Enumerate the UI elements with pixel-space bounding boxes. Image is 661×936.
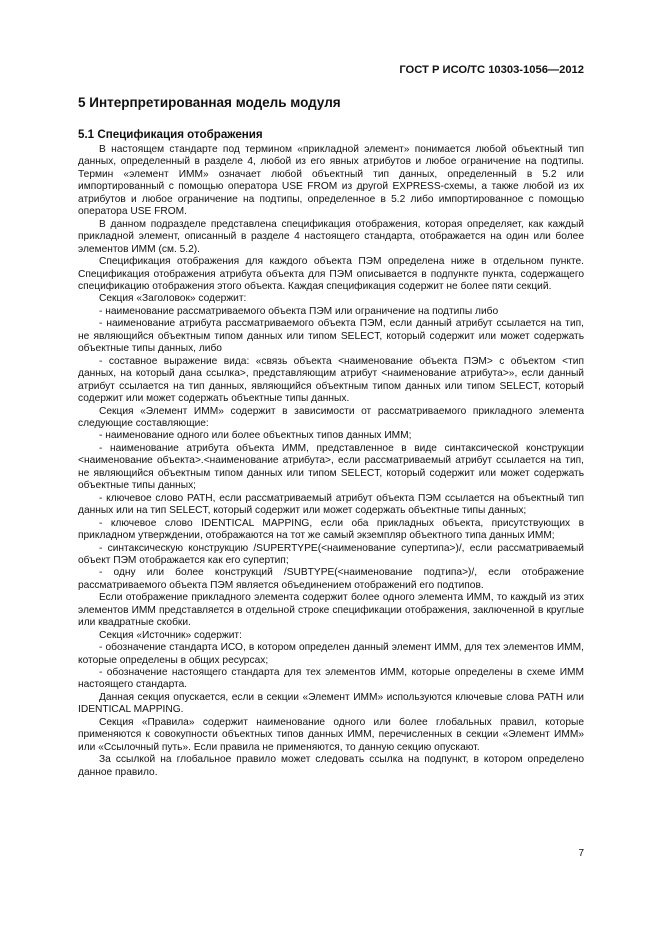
page-number: 7 (578, 848, 584, 859)
paragraph: Секция «Заголовок» содержит: (99, 293, 247, 305)
section-title: 5 Интерпретированная модель модуля (78, 95, 341, 110)
standard-designation: ГОСТ Р ИСО/ТС 10303-1056—2012 (399, 64, 584, 76)
subsection-title: 5.1 Спецификация отображения (78, 128, 263, 141)
list-item: - обозначение стандарта ИСО, в котором определен данный элемент ИММ, для тех элементов ИММ, которые определены в общих ресурсах; (78, 642, 584, 666)
list-item: - ключевое слово PATH, если рассматриваемый атрибут объекта ПЭМ ссылается на объектный тип данных или на тип SELECT, который содержит или может содержать объектные типы данных; (78, 492, 584, 517)
paragraph: В настоящем стандарте под термином «прикладной элемент» понимается любой объектный тип данных, определенный в разделе 4, любой из его явных атрибутов и любое ограничение на подтипы. Термин «элемент ИММ» означает любой объектный тип данных, определенный в 5.2 или импортированный с помощью оператора USE FROM из другой EXPRESS-схемы, а также любой из их атрибутов и любое ограничение на подтипы, определенное в 5.2 либо импортированное с помощью оператора USE FROM. (78, 144, 584, 218)
paragraph: Данная секция опускается, если в секции «Элемент ИММ» используются ключевые слова PATH или IDENTICAL MAPPING. (78, 691, 584, 716)
paragraph: В данном подразделе представлена спецификация отображения, которая определяет, как каждый прикладной элемент, описанный в разделе 4 настоящего стандарта, отображается на один или более элементов ИММ (см. 5.2). (78, 218, 584, 255)
paragraph: Спецификация отображения для каждого объекта ПЭМ определена ниже в отдельном пункте. Спецификация отображения атрибута объекта для ПЭМ описывается в подпункте пункта, содержащего спецификацию отображения этого объекта. Каждая спецификация содержит не более пяти секций. (78, 256, 584, 292)
paragraph: Секция «Элемент ИММ» содержит в зависимости от рассматриваемого прикладного элемента следующие составляющие: (78, 405, 584, 429)
list-item: - ключевое слово IDENTICAL MAPPING, если оба прикладных объекта, присутствующих в прикладном утверждении, отображаются на тот же самый экземпляр объектного типа данных ИММ; (78, 517, 584, 542)
paragraph: За ссылкой на глобальное правило может следовать ссылка на подпункт, в котором определено данное правило. (78, 754, 584, 778)
paragraph: Секция «Источник» содержит: (99, 629, 242, 641)
list-item: - одну или более конструкций /SUBTYPE(<наименование подтипа>)/, если отображение рассматриваемого объекта ПЭМ является объединением отображений его подтипов. (78, 567, 584, 591)
list-item: - наименование рассматриваемого объекта ПЭМ или ограничение на подтипы либо (99, 305, 499, 317)
list-item: - наименование атрибута рассматриваемого объекта ПЭМ, если данный атрибут ссылается на тип, не являющийся объектным типом данных или типом SELECT, который содержит или может содержать объектные типы данных, либо (78, 318, 584, 355)
list-item: - наименование атрибута объекта ИММ, представленное в виде синтаксической конструкции <наименование объекта>.<наименование атрибута>, если рассматриваемый атрибут ссылается на тип, не являющийся объектным типом данных или типом SELECT, который содержит или может содержать объектные типы данных; (78, 442, 584, 492)
list-item: - составное выражение вида: «связь объекта <наименование объекта ПЭМ> с объектом <тип данных, на который дана ссылка>, представляющим атрибут <наименование атрибута>», если данный атрибут ссылается на тип данных, являющийся объектным типом данных или типом SELECT, который содержит или может содержать объектные типы данных. (78, 355, 584, 405)
paragraph: Секция «Правила» содержит наименование одного или более глобальных правил, которые применяются к совокупности объектных типов данных ИММ, перечисленных в секции «Элемент ИММ» или «Ссылочный путь». Если правила не применяются, то данную секцию опускают. (78, 716, 584, 753)
body-text (78, 144, 584, 779)
paragraph: Если отображение прикладного элемента содержит более одного элемента ИММ, то каждый из этих элементов ИММ представляется в отдельной строке спецификации отображения, заключенной в круглые или квадратные скобки. (78, 592, 584, 629)
list-item: - наименование одного или более объектных типов данных ИММ; (99, 430, 412, 442)
list-item: - синтаксическую конструкцию /SUPERTYPE(<наименование супертипа>)/, если рассматриваемый объект ПЭМ отображается как его супертип; (78, 542, 584, 566)
list-item: - обозначение настоящего стандарта для тех элементов ИММ, которые определены в схеме ИММ настоящего стандарта. (78, 667, 584, 691)
